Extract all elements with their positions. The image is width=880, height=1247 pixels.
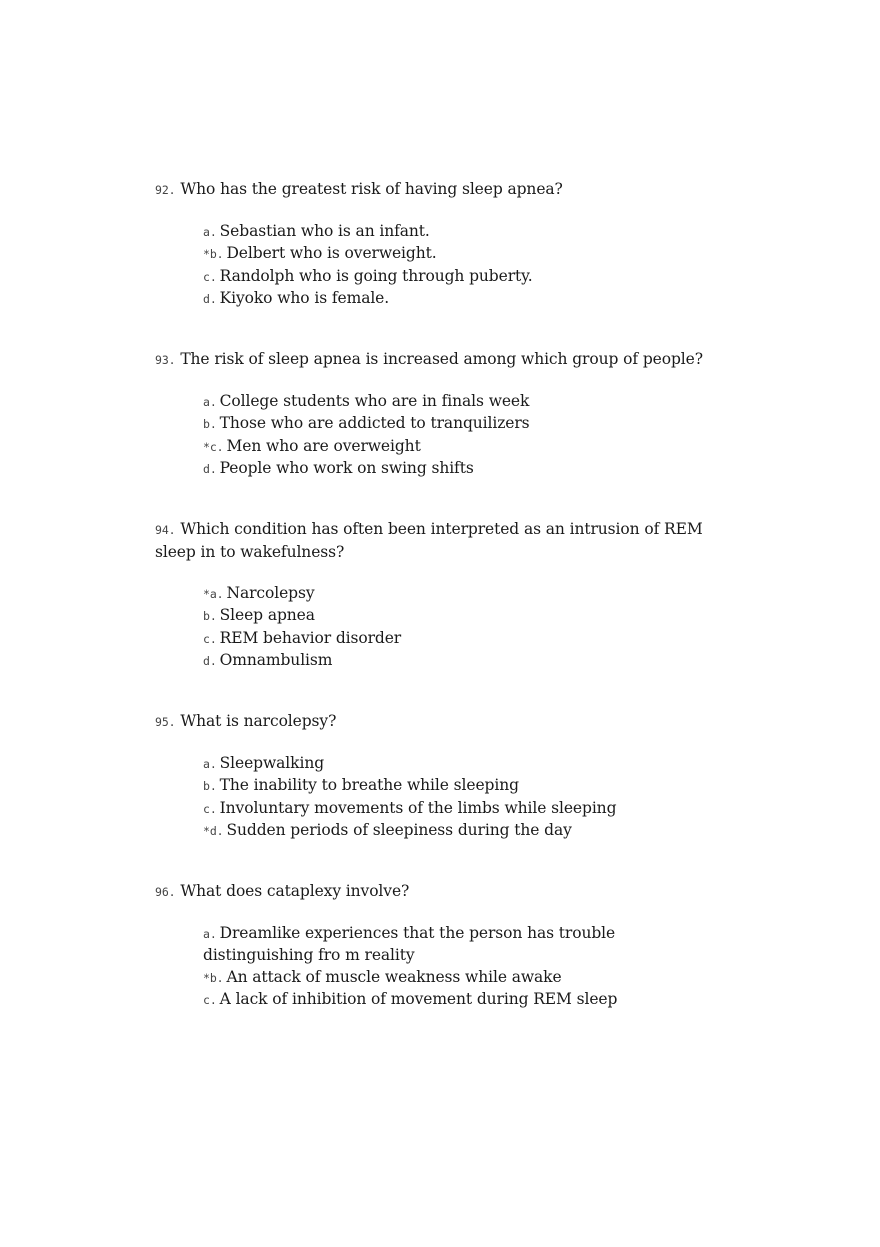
option-text: REM behavior disorder: [219, 628, 402, 647]
answer-option: [203, 628, 735, 650]
answer-option: [203, 266, 735, 288]
answer-option: [203, 923, 728, 967]
answer-option: [203, 650, 735, 672]
option-text: Dreamlike experiences that the person has trouble distinguishing fro m reality: [203, 924, 616, 965]
question-number: 96.: [155, 885, 176, 899]
question-text: What does cataplexy involve?: [180, 882, 410, 900]
answer-options: [203, 391, 735, 480]
option-text: An attack of muscle weakness while awake: [226, 967, 562, 986]
option-text: Involuntary movements of the limbs while sleeping: [219, 798, 617, 817]
answer-option: [203, 775, 735, 797]
question-number: 94.: [155, 523, 176, 537]
answer-option-correct: [203, 583, 735, 605]
question-95: [155, 710, 735, 842]
answer-option: [203, 989, 728, 1011]
option-text: Sleep apnea: [219, 606, 315, 625]
option-text: Kiyoko who is female.: [219, 288, 390, 307]
question-number: 95.: [155, 715, 176, 729]
option-text: Sebastian who is an infant.: [219, 222, 430, 240]
option-text: A lack of inhibition of movement during REM sleep: [219, 989, 618, 1008]
option-letter: a.: [203, 927, 217, 941]
question-text: Who has the greatest risk of having sleep apnea?: [180, 180, 563, 198]
option-letter: b.: [203, 609, 217, 624]
answer-option: [203, 458, 735, 480]
option-letter: b.: [203, 417, 217, 432]
question-stem: [155, 178, 735, 201]
answer-options: [203, 583, 735, 672]
option-letter: *a.: [203, 587, 224, 601]
option-text: Sleepwalking: [219, 754, 325, 772]
option-text: People who work on swing shifts: [219, 458, 474, 477]
question-stem: [155, 880, 735, 903]
question-94: [155, 518, 735, 672]
option-text: Sudden periods of sleepiness during the day: [226, 820, 572, 839]
answer-option: [203, 391, 735, 413]
option-letter: b.: [203, 779, 217, 794]
question-stem: [155, 518, 735, 563]
answer-options: [203, 221, 735, 310]
answer-option: [203, 798, 735, 820]
option-letter: *b.: [203, 970, 224, 985]
option-letter: a.: [203, 225, 217, 239]
option-letter: d.: [203, 291, 217, 306]
question-stem: [155, 348, 735, 371]
question-92: [155, 178, 735, 310]
question-93: [155, 348, 735, 480]
question-96: [155, 880, 735, 1011]
question-number: 93.: [155, 353, 176, 367]
option-text: College students who are in finals week: [219, 392, 530, 410]
option-text: Delbert who is overweight.: [226, 244, 437, 263]
question-stem: [155, 710, 735, 733]
answer-options: [203, 923, 728, 1011]
question-text: Which condition has often been interpreted as an intrusion of REM sleep in to wakefulness?: [155, 520, 703, 561]
option-letter: d.: [203, 653, 217, 668]
answer-option: [203, 288, 735, 310]
answer-option-correct: [203, 243, 735, 265]
option-letter: c.: [203, 631, 217, 646]
option-letter: d.: [203, 461, 217, 476]
option-letter: c.: [203, 269, 217, 284]
answer-option: [203, 413, 735, 435]
question-text: What is narcolepsy?: [180, 712, 337, 730]
answer-options: [203, 753, 735, 842]
option-text: Those who are addicted to tranquilizers: [219, 414, 530, 433]
option-text: The inability to breathe while sleeping: [219, 776, 519, 795]
option-text: Men who are overweight: [226, 436, 421, 455]
option-letter: c.: [203, 801, 217, 816]
question-number: 92.: [155, 183, 176, 197]
option-letter: c.: [203, 992, 217, 1007]
answer-option: [203, 605, 735, 627]
question-text: The risk of sleep apnea is increased among which group of people?: [180, 350, 703, 368]
answer-option: [203, 221, 735, 243]
option-letter: *d.: [203, 823, 224, 838]
answer-option: [203, 753, 735, 775]
option-letter: *b.: [203, 247, 224, 262]
option-text: Randolph who is going through puberty.: [219, 266, 533, 285]
option-text: Omnambulism: [219, 650, 333, 669]
option-letter: a.: [203, 757, 217, 771]
option-text: Narcolepsy: [226, 584, 315, 602]
answer-option-correct: [203, 820, 735, 842]
answer-option-correct: [203, 436, 735, 458]
option-letter: a.: [203, 395, 217, 409]
answer-option-correct: [203, 967, 728, 989]
option-letter: *c.: [203, 439, 224, 454]
